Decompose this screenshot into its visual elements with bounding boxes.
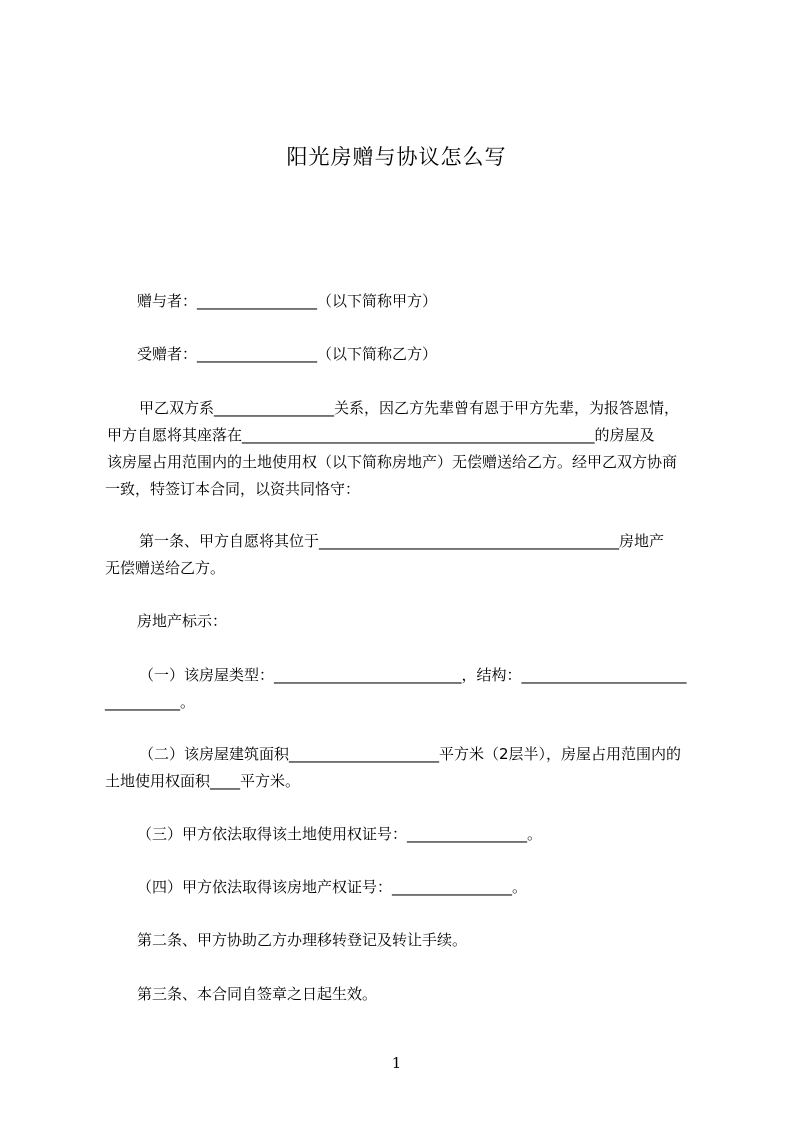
paragraph-line: 甲方自愿将其座落在_______________________________________________的房屋及 [107, 426, 655, 444]
page-number: 1 [391, 1054, 402, 1072]
paragraph-line: 该房屋占用范围内的土地使用权（以下简称房地产）无偿赠送给乙方。经甲乙双方协商 [107, 453, 678, 471]
paragraph-line: 甲乙双方系________________关系，因乙方先辈曾有恩于甲方先辈，为报答恩情， [139, 399, 680, 417]
article-two-line: 第二条、甲方协助乙方办理移转登记及转让手续。 [137, 931, 468, 949]
article-three-line: 第三条、本合同自签章之日起生效。 [137, 985, 378, 1003]
property-item-3: （三）甲方依法取得该土地使用权证号：________________。 [137, 825, 543, 843]
paragraph-line: 一致，特签订本合同，以资共同恪守： [105, 480, 361, 498]
property-item-1: （一）该房屋类型：_________________________，结构：______________________ [139, 666, 687, 684]
property-label: 房地产标示： [137, 612, 228, 630]
property-item-2: （二）该房屋建筑面积____________________平方米（2层半），房屋占用范围内的 [139, 745, 682, 763]
donee-line: 受赠者：________________（以下简称乙方） [137, 345, 438, 363]
article-one-line: 第一条、甲方自愿将其位于________________________________________房地产 [139, 532, 665, 550]
property-item-1-cont: __________。 [105, 693, 196, 711]
donor-line: 赠与者：________________（以下简称甲方） [137, 292, 438, 310]
article-one-line: 无偿赠送给乙方。 [105, 559, 226, 577]
property-item-2-cont: 土地使用权面积____平方米。 [105, 772, 301, 790]
document-title: 阳光房赠与协议怎么写 [286, 145, 507, 169]
property-item-4: （四）甲方依法取得该房地产权证号：________________。 [137, 878, 528, 896]
